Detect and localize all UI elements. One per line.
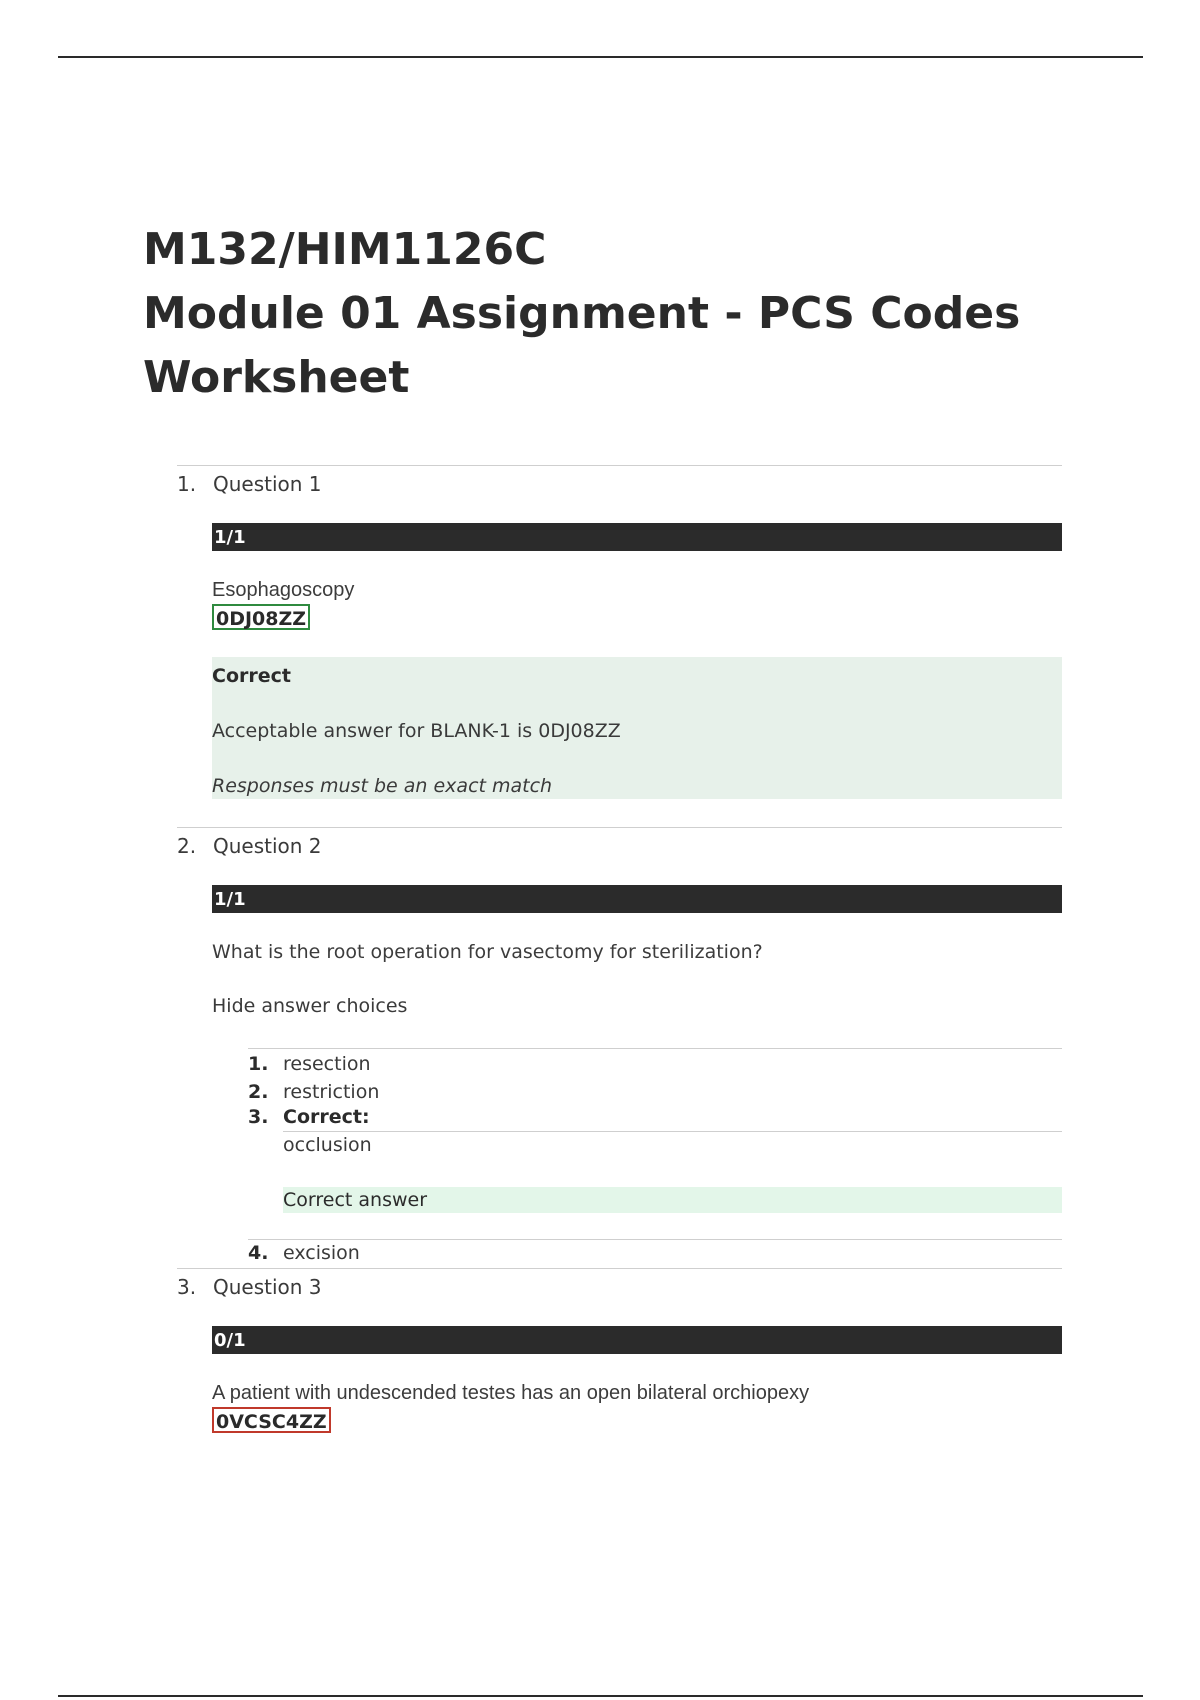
page-title — [143, 218, 1143, 410]
question-2-score-bar: 1/1 — [212, 885, 1062, 913]
choice-text: restriction — [283, 1081, 380, 1103]
choice-number: 2. — [248, 1081, 269, 1103]
question-3-prompt: A patient with undescended testes has an open bilateral orchiopexy — [212, 1382, 810, 1404]
question-label: Question 2 — [213, 834, 322, 858]
hide-answer-choices-link[interactable]: Hide answer choices — [212, 995, 408, 1017]
assignment-title: Module 01 Assignment - PCS Codes — [143, 288, 1021, 339]
choice-number: 4. — [248, 1242, 269, 1264]
choice-2[interactable] — [248, 1081, 379, 1103]
top-rule — [58, 56, 1143, 58]
feedback-title: Correct — [212, 665, 291, 687]
question-3-header — [177, 1268, 1062, 1299]
feedback-note: Responses must be an exact match — [212, 775, 553, 797]
choice-3-text: occlusion — [283, 1134, 372, 1156]
correct-answer-badge: Correct answer — [283, 1187, 1062, 1213]
choice-divider — [283, 1131, 1062, 1132]
question-1-score-bar: 1/1 — [212, 523, 1062, 551]
bottom-rule — [58, 1695, 1143, 1697]
course-code: M132/HIM1126C — [143, 224, 547, 275]
question-2-header — [177, 827, 1062, 858]
correct-label: Correct: — [283, 1106, 370, 1128]
choice-4[interactable] — [248, 1242, 360, 1264]
question-number: 3. — [177, 1275, 197, 1299]
choice-1[interactable] — [248, 1053, 371, 1075]
feedback-text: Acceptable answer for BLANK-1 is 0DJ08ZZ — [212, 720, 621, 742]
choice-text: resection — [283, 1053, 371, 1075]
question-1-prompt: Esophagoscopy — [212, 579, 355, 601]
question-label: Question 3 — [213, 1275, 322, 1299]
question-number: 1. — [177, 472, 197, 496]
assignment-title-cont: Worksheet — [143, 352, 410, 403]
choice-number: 3. — [248, 1106, 269, 1128]
question-1-feedback — [212, 657, 1062, 799]
question-3-score-bar: 0/1 — [212, 1326, 1062, 1354]
choice-number: 1. — [248, 1053, 269, 1075]
choice-3[interactable] — [248, 1106, 370, 1128]
question-number: 2. — [177, 834, 197, 858]
question-1-header — [177, 465, 1062, 496]
choice-divider — [248, 1239, 1062, 1240]
question-3-answer-input[interactable]: 0VCSC4ZZ — [212, 1407, 331, 1433]
question-2-prompt: What is the root operation for vasectomy for sterilization? — [212, 941, 763, 963]
choice-text: excision — [283, 1242, 360, 1264]
question-1-answer-input[interactable]: 0DJ08ZZ — [212, 604, 310, 630]
answer-choices-list — [248, 1048, 1062, 1264]
question-label: Question 1 — [213, 472, 322, 496]
